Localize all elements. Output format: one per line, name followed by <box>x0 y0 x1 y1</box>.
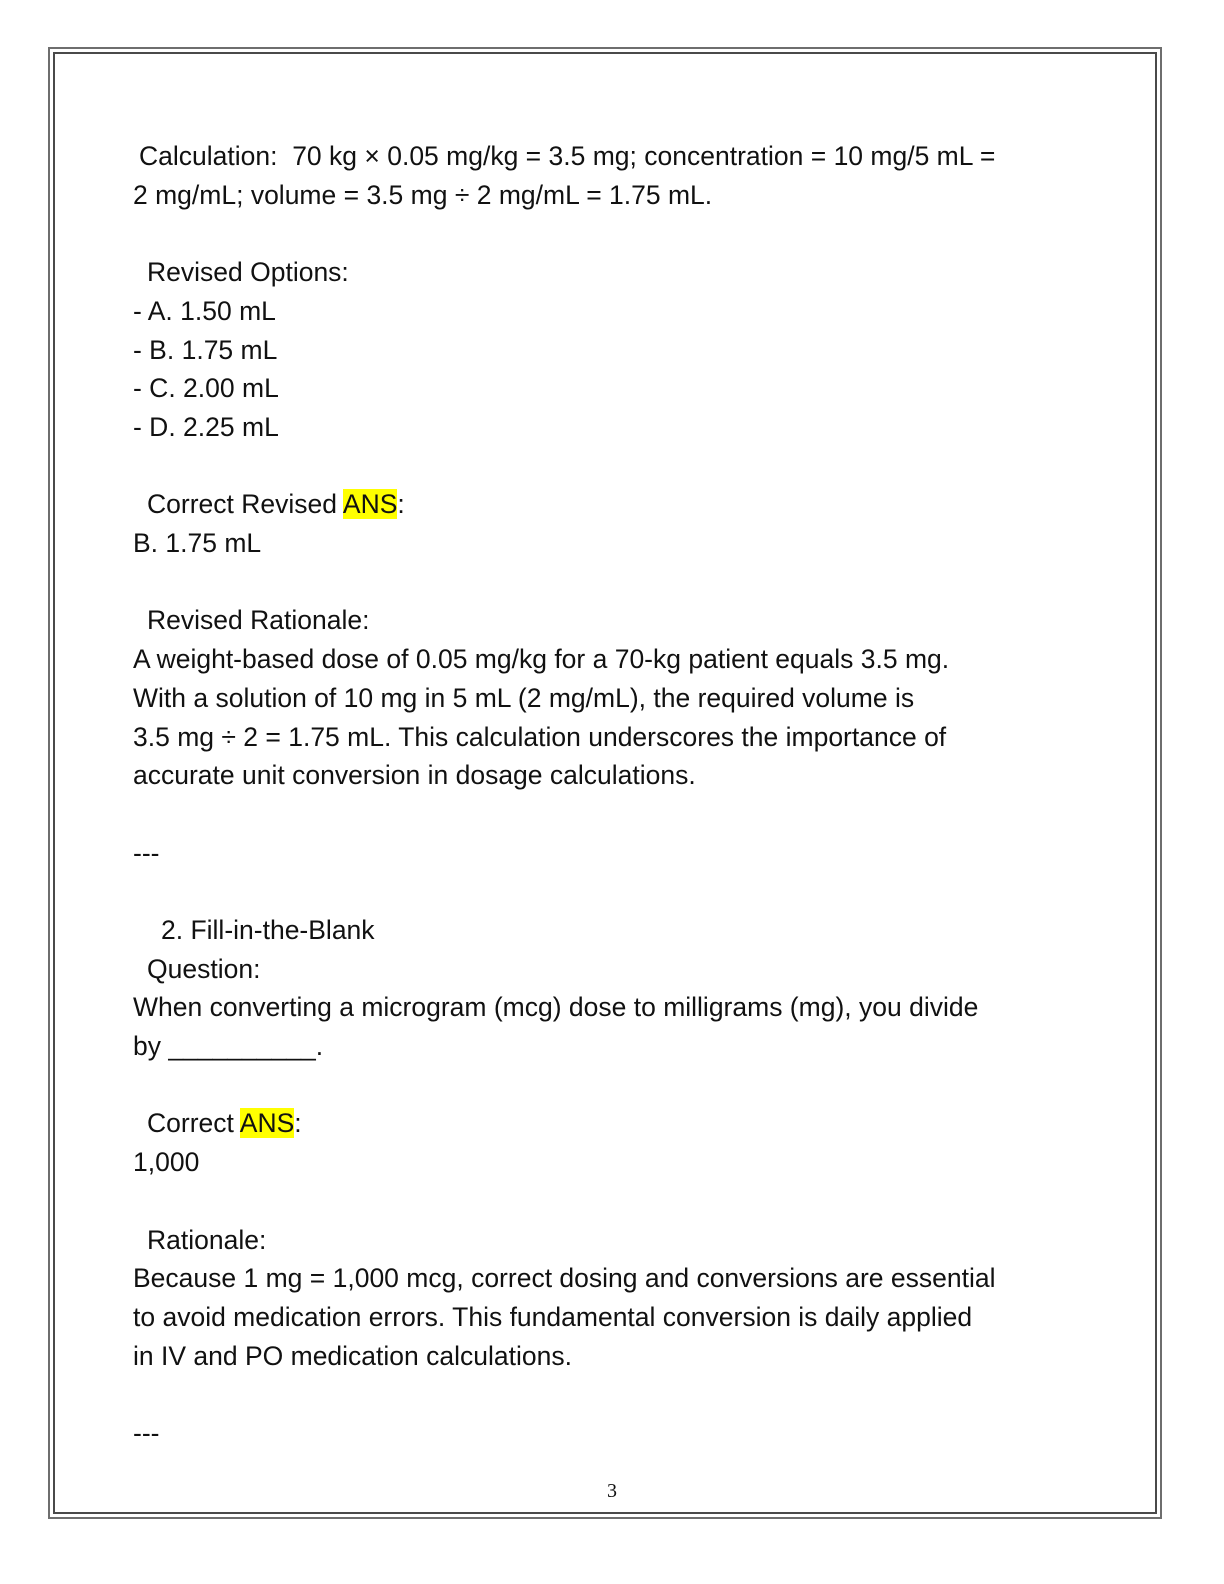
correct-ans-prefix: Correct <box>147 1108 240 1139</box>
revised-rationale-line-1: A weight-based dose of 0.05 mg/kg for a 70-kg patient equals 3.5 mg. <box>133 644 950 675</box>
question-line-2: by __________. <box>133 1031 324 1062</box>
rationale-heading: Rationale: <box>147 1224 267 1255</box>
document-body <box>133 137 1093 1453</box>
rationale-line-3: in IV and PO medication calculations. <box>133 1340 572 1371</box>
revised-rationale-line-3: 3.5 mg ÷ 2 = 1.75 mL. This calculation underscores the importance of <box>133 721 947 752</box>
blank-line <box>133 795 1093 834</box>
blank-line <box>133 214 1093 253</box>
option-c: - C. 2.00 mL <box>133 373 279 404</box>
revised-rationale-line-2: With a solution of 10 mg in 5 mL (2 mg/mL), the required volume is <box>133 682 915 713</box>
correct-ans-value: 1,000 <box>133 1147 200 1178</box>
page-number: 3 <box>607 1480 617 1502</box>
separator: --- <box>133 837 160 868</box>
rationale-line-2: to avoid medication errors. This fundamental conversion is daily applied <box>133 1301 973 1332</box>
option-b: - B. 1.75 mL <box>133 334 278 365</box>
correct-revised-heading <box>133 485 1093 524</box>
correct-revised-suffix: : <box>397 489 405 520</box>
blank-line <box>133 1375 1093 1414</box>
question-heading: Question: <box>147 953 261 984</box>
revised-rationale-heading: Revised Rationale: <box>147 605 370 636</box>
ans-highlight: ANS <box>239 1108 295 1139</box>
calculation-line-2: 2 mg/mL; volume = 3.5 mg ÷ 2 mg/mL = 1.75 mL. <box>133 179 713 210</box>
blank-line <box>133 1066 1093 1105</box>
question-line-1: When converting a microgram (mcg) dose to milligrams (mg), you divide <box>133 992 979 1023</box>
question-2-title: 2. Fill-in-the-Blank <box>161 914 375 945</box>
blank-line <box>133 1182 1093 1221</box>
correct-ans-heading <box>133 1104 1093 1143</box>
blank-line <box>133 563 1093 602</box>
correct-revised-prefix: Correct Revised <box>147 489 343 520</box>
blank-line <box>133 447 1093 486</box>
revised-options-heading: Revised Options: <box>147 257 349 288</box>
separator: --- <box>133 1418 160 1449</box>
option-d: - D. 2.25 mL <box>133 411 279 442</box>
calculation-line-1: Calculation: 70 kg × 0.05 mg/kg = 3.5 mg; concentration = 10 mg/5 mL = <box>139 141 996 171</box>
blank-line <box>133 872 1093 911</box>
correct-ans-suffix: : <box>294 1108 302 1139</box>
rationale-line-1: Because 1 mg = 1,000 mcg, correct dosing and conversions are essential <box>133 1263 996 1294</box>
revised-rationale-line-4: accurate unit conversion in dosage calculations. <box>133 760 696 791</box>
correct-revised-answer: B. 1.75 mL <box>133 528 262 558</box>
option-a: - A. 1.50 mL <box>133 295 276 326</box>
ans-highlight: ANS <box>342 489 398 520</box>
